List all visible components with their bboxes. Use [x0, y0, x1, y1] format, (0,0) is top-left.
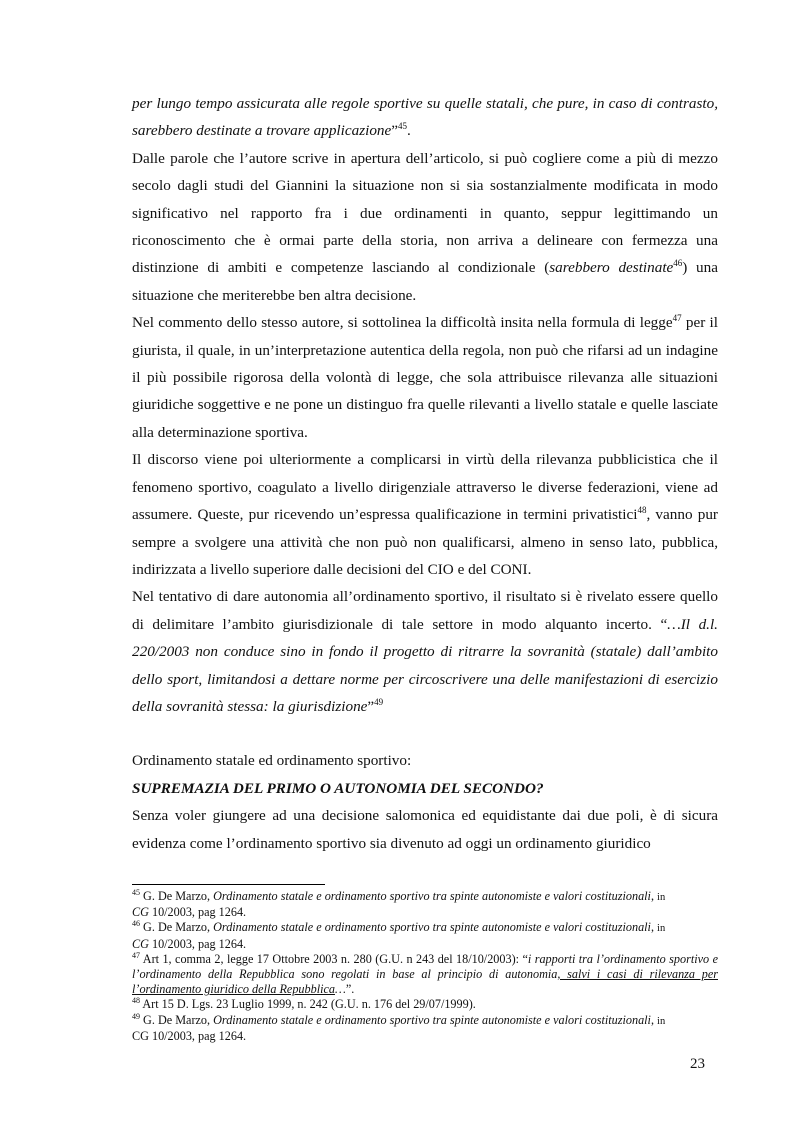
paragraph-5: Nel tentativo di dare autonomia all’ordinamento sportivo, il risultato si è rivelato essere quello di delimitare l’ambito giurisdizionale di tale settore in modo alquanto incerto. “…Il d.l. 220/2003 non conduce sino in fondo il progetto di ritrarre la sovranità (statale) dall’ambito dello sport, limitandosi a dettare norme per circoscrivere una delle manifestazioni di esercizio della sovranità stessa: la giurisdizione”$^{49}$	[132, 588, 718, 715]
section-heading: SUPREMAZIA DEL PRIMO O AUTONOMIA DEL SECONDO?	[132, 779, 544, 797]
footnote-separator	[132, 884, 325, 885]
footnote-48: $^{48}$ Art 15 D. Lgs. 23 Luglio 1999, n. 242 (G.U. n. 176 del 29/07/1999).	[132, 996, 476, 1012]
footnote-49: $^{49}$ G. De Marzo, Ordinamento statale e ordinamento sportivo tra spinte autonomiste e valori costituzionali, in CG 10/2003, pag 1264.	[132, 1011, 666, 1043]
footnote-ref-45[interactable]: 45	[398, 121, 408, 132]
section-gap	[132, 720, 718, 747]
main-text	[132, 90, 718, 857]
footnote-ref-46[interactable]: 46	[673, 258, 683, 269]
footnote-45: $^{45}$ G. De Marzo, Ordinamento statale e ordinamento sportivo tra spinte autonomiste e valori costituzionali, in CG 10/2003, pag 1264.	[132, 887, 666, 920]
page-number: 23	[690, 1056, 705, 1072]
quote-text: per lungo tempo assicurata alle regole sportive su quelle statali, che pure, in caso di contrasto, sarebbero destinate a trovare applicazione	[132, 95, 718, 140]
footnote-ref-48[interactable]: 48	[637, 505, 647, 516]
paragraph-1: per lungo tempo assicurata alle regole sportive su quelle statali, che pure, in caso di contrasto, sarebbero destinate a trovare applicazione”$^{45}$.	[132, 95, 718, 140]
footnote-46: $^{46}$ G. De Marzo, Ordinamento statale e ordinamento sportivo tra spinte autonomiste e valori costituzionali, in CG 10/2003, pag 1264.	[132, 919, 666, 951]
paragraph-6: Senza voler giungere ad una decisione salomonica ed equidistante dai due poli, è di sicura evidenza come l’ordinamento sportivo sia divenuto ad oggi un ordinamento giuridico	[132, 807, 718, 852]
footnote-47: $^{47}$ Art 1, comma 2, legge 17 Ottobre 2003 n. 280 (G.U. n 243 del 18/10/2003): “i rapporti tra l’ordinamento sportivo e l’ordinamento della Repubblica sono regolati in base al principio di autonomia, salvi i casi di rilevanza per l’ordinamento giuridico della Repubblica…”.	[132, 950, 718, 997]
section-subtitle: Ordinamento statale ed ordinamento sportivo:	[132, 752, 412, 770]
paragraph-4: Il discorso viene poi ulteriormente a complicarsi in virtù della rilevanza pubblicistica che il fenomeno sportivo, coagulato a livello dirigenziale attraverso le diverse federazioni, viene ad assumere. Queste, pur ricevendo un’espressa qualificazione in termini privatistici$^{48}$, vanno pur sempre a svolgere una attività che non può non qualificarsi, almeno in senso lato, pubblica, indirizzata a livello superiore dalle decisioni del CIO e del CONI.	[132, 451, 718, 578]
footnote-ref-49[interactable]: 49	[374, 696, 384, 707]
footnotes	[132, 889, 718, 1044]
paragraph-3: Nel commento dello stesso autore, si sottolinea la difficoltà insita nella formula di legge$^{47}$ per il giurista, il quale, in un’interpretazione autentica della regola, non può che rifarsi ad un indagine il più possibile rigorosa della volontà di legge, che sola attribuisce rilevanza alle situazioni giuridiche soggettive e ne pone un distinguo fra quelle rilevanti a livello statale e quelle lasciate alla determinazione sportiva.	[132, 313, 718, 441]
paragraph-2: Dalle parole che l’autore scrive in apertura dell’articolo, si può cogliere come a più di mezzo secolo dagli studi del Giannini la situazione non si sia sostanzialmente modificata in modo significativo nel rapporto fra i due ordinamenti in quanto, seppur legittimando un riconoscimento che è ormai parte della storia, non arriva a delineare con fermezza una distinzione di ambiti e competenze lasciando al condizionale (sarebbero destinate$^{46}$) una situazione che meriterebbe ben altra decisione.	[132, 149, 718, 304]
footnote-ref-47[interactable]: 47	[672, 313, 682, 324]
